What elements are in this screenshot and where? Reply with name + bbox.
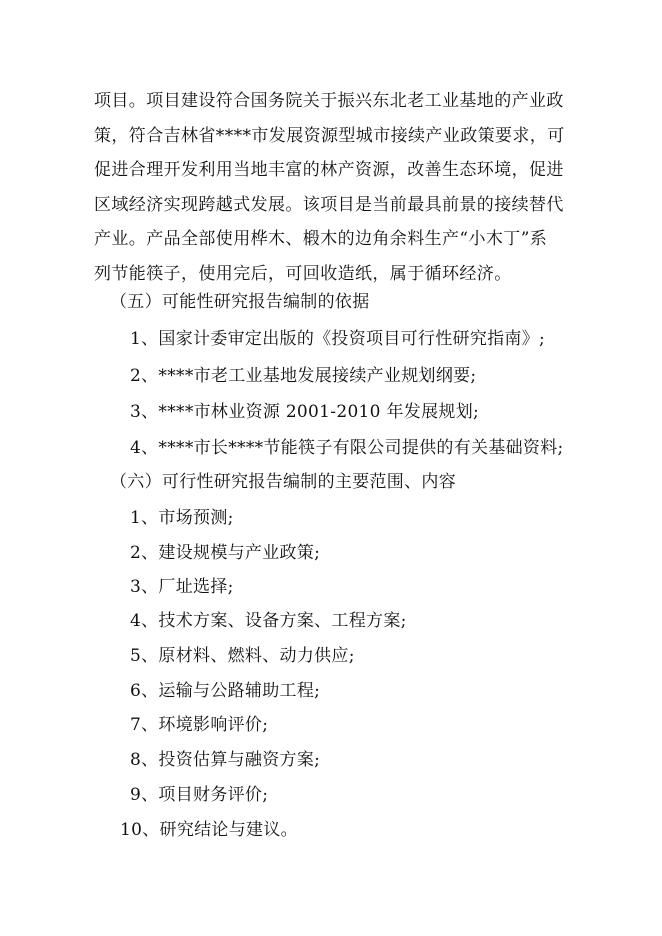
scope-item: 7、环境影响评价;	[130, 715, 269, 735]
scope-item: 4、技术方案、设备方案、工程方案;	[130, 611, 407, 631]
basis-item: 2、****市老工业基地发展接续产业规划纲要;	[130, 366, 477, 386]
paragraph-line: 产业。产品全部使用桦木、椴木的边角余料生产“小木丁”系	[94, 229, 548, 249]
paragraph-line: 项目。项目建设符合国务院关于振兴东北老工业基地的产业政	[94, 91, 564, 111]
basis-item: 3、****市林业资源 2001-2010 年发展规划;	[130, 402, 480, 422]
scope-item: 8、投资估算与融资方案;	[130, 750, 321, 770]
scope-item: 6、运输与公路辅助工程;	[130, 681, 321, 701]
intro-paragraph	[94, 84, 584, 291]
scope-item: 9、项目财务评价;	[130, 785, 269, 805]
scope-item: 1、市场预测;	[130, 508, 234, 528]
paragraph-line: 区域经济实现跨越式发展。该项目是当前最具前景的接续替代	[94, 194, 564, 215]
section-heading-5: （五）可能性研究报告编制的依据	[110, 292, 370, 312]
scope-item: 2、建设规模与产业政策;	[130, 543, 321, 563]
basis-item: 1、国家计委审定出版的《投资项目可行性研究指南》;	[130, 329, 546, 349]
scope-item: 5、原材料、燃料、动力供应;	[130, 646, 355, 666]
paragraph-line: 策，符合吉林省****市发展资源型城市接续产业政策要求，可	[94, 125, 565, 146]
paragraph-line: 列节能筷子，使用完后，可回收造纸，属于循环经济。	[94, 263, 512, 284]
paragraph-line: 促进合理开发利用当地丰富的林产资源，改善生态环境，促进	[94, 160, 564, 180]
section-heading-6: （六）可行性研究报告编制的主要范围、内容	[110, 472, 456, 492]
scope-item: 3、厂址选择;	[130, 577, 234, 597]
basis-item: 4、****市长****节能筷子有限公司提供的有关基础资料;	[130, 438, 564, 458]
scope-item: 10、研究结论与建议。	[120, 820, 298, 840]
